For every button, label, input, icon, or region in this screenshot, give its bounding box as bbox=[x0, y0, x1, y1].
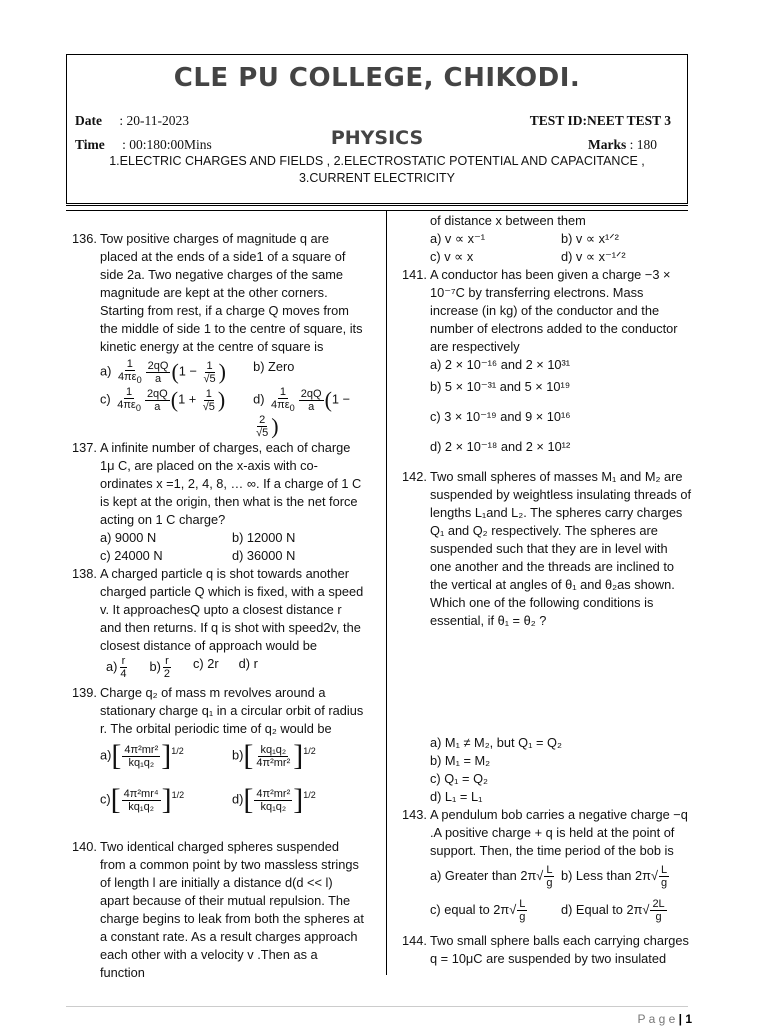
time-label: Time bbox=[75, 137, 105, 152]
chapters-line-2: 3.CURRENT ELECTRICITY bbox=[298, 171, 456, 185]
question-number: 143. bbox=[402, 807, 427, 822]
option-c: c)[ $\frac{\text{4π²mr⁴}}{\text{kq₁q₂}}$ ]$^{1/2}$ bbox=[100, 783, 185, 817]
question-number: 139. bbox=[72, 685, 97, 701]
option-a: a) 9000 N bbox=[100, 530, 157, 546]
question-text: Two identical charged spheres suspended from a common point by two massless strings of length l are initially a distance d(d << l) apart because of their mutual repulsion. The charge begins to leak from both the spheres at a constant rate. As a result charges approach each other with a velocity v .Then as a function bbox=[100, 839, 364, 981]
option-a: a) $\frac{r}{4}$ bbox=[106, 655, 127, 681]
marks-value: : 180 bbox=[629, 137, 657, 152]
options bbox=[100, 655, 364, 680]
question-text: A pendulum bob carries a negative charge −q .A positive charge + q is held at the point of support. Then, the time period of the bob is bbox=[430, 807, 688, 858]
option-d: d) v ∝ x⁻¹ᐟ² bbox=[561, 249, 626, 264]
option-d: d) 2 × 10⁻¹⁸ and 2 × 10¹² bbox=[430, 439, 571, 454]
option-a: a) Greater than 2π√ $\frac{L}{g}$ bbox=[430, 864, 553, 889]
right-column bbox=[402, 212, 692, 968]
option-b: b) Zero bbox=[253, 359, 295, 374]
column-divider bbox=[386, 210, 387, 975]
question-text: A conductor has been given a charge −3 × 10⁻⁷C by transferring electrons. Mass increase (in kg) of the conductor and the number of electrons added to the conductor are respectively bbox=[430, 267, 678, 354]
option-b: b) 5 × 10⁻³¹ and 5 × 10¹⁹ bbox=[430, 379, 571, 394]
question-text: Two small sphere balls each carrying charges q = 10μC are suspended by two insulated bbox=[430, 933, 689, 966]
option-d: d) 36000 N bbox=[232, 548, 296, 564]
option-d: d) $\frac{1}{4\pi\varepsilon_0}$ $\frac{2qQ}{a}$ (1 − $\frac{2}{√5}$ ) bbox=[253, 386, 351, 440]
option-c: c) v ∝ x bbox=[430, 249, 474, 264]
header-double-rule bbox=[66, 205, 688, 211]
options bbox=[100, 739, 364, 830]
option-a: a) v ∝ x⁻¹ bbox=[430, 231, 485, 246]
question-140 bbox=[72, 838, 364, 982]
option-a: a)[ $\frac{\text{4π²mr²}}{\text{kq₁q₂}}$ ]$^{1/2}$ bbox=[100, 739, 184, 773]
question-number: 140. bbox=[72, 839, 97, 855]
option-d: d) L₁ = L₁ bbox=[430, 789, 483, 804]
page-label: P a g e bbox=[637, 1012, 676, 1026]
footer-rule bbox=[66, 1006, 688, 1007]
option-a: a) M₁ ≠ M₂, but Q₁ = Q₂ bbox=[430, 735, 562, 750]
left-column bbox=[72, 230, 364, 982]
question-142 bbox=[402, 468, 692, 806]
question-number: 144. bbox=[402, 933, 427, 948]
question-139 bbox=[72, 684, 364, 830]
option-d: d) r bbox=[238, 656, 258, 672]
option-b: b)[ $\frac{\text{kq₁q₂}}{\text{4π²mr²}}$ ]$^{1/2}$ bbox=[232, 739, 316, 773]
question-141 bbox=[402, 266, 692, 456]
options bbox=[430, 864, 692, 932]
page-number: | 1 bbox=[678, 1012, 692, 1026]
question-number: 136. bbox=[72, 231, 97, 246]
date-label: Date bbox=[75, 113, 102, 128]
option-c: c) 24000 N bbox=[100, 548, 163, 564]
chapters bbox=[67, 153, 687, 187]
question-text: Tow positive charges of magnitude q are placed at the ends of a side1 of a square of side 2a. Two negative charges of the same magnitude are kept at the other corners. Starting from rest, if a charge Q moves from the middle of side 1 to the centre of square, its kinetic energy at the centre of square is bbox=[100, 231, 363, 354]
option-b: b) Less than 2π√ $\frac{L}{g}$ bbox=[561, 864, 668, 889]
options bbox=[100, 358, 364, 439]
question-138 bbox=[72, 565, 364, 680]
option-c: c) $\frac{1}{4\pi\varepsilon_0}$ $\frac{2qQ}{a}$ (1 + $\frac{1}{√5}$ ) bbox=[100, 386, 226, 414]
option-c: c) 2r bbox=[193, 656, 219, 672]
question-number: 141. bbox=[402, 267, 427, 282]
question-number: 142. bbox=[402, 469, 427, 484]
question-140-options bbox=[402, 230, 692, 266]
option-b: b) 12000 N bbox=[232, 530, 296, 546]
option-a: a) 2 × 10⁻¹⁶ and 2 × 10³¹ bbox=[430, 357, 571, 372]
option-b: b) $\frac{r}{2}$ bbox=[149, 655, 171, 681]
marks-label: Marks bbox=[587, 137, 627, 152]
question-text: A charged particle q is shot towards another charged particle Q which is fixed, with a speed v. It approachesQ upto a closest distance r and then returns. If q is shot with speed2v, the closest distance of approach would be bbox=[100, 566, 364, 654]
question-137 bbox=[72, 439, 364, 565]
time-value: : 00:180:00Mins bbox=[122, 137, 212, 152]
marks-field bbox=[588, 137, 657, 153]
question-143 bbox=[402, 806, 692, 932]
test-id: TEST ID:NEET TEST 3 bbox=[529, 113, 671, 128]
option-a: a) $\frac{1}{4\pi\varepsilon_0}$ $\frac{2qQ}{a}$ (1 − $\frac{1}{√5}$ ) bbox=[100, 358, 226, 386]
question-136 bbox=[72, 230, 364, 439]
option-c: c) Q₁ = Q₂ bbox=[430, 771, 488, 786]
date-value: : 20-11-2023 bbox=[119, 113, 189, 128]
option-d: d) Equal to 2π√ $\frac{2L}{g}$ bbox=[561, 898, 665, 923]
subject-title: PHYSICS bbox=[330, 127, 424, 149]
question-text: Charge q₂ of mass m revolves around a stationary charge q₁ in a circular orbit of radius r. The orbital periodic time of q₂ would be bbox=[100, 685, 364, 737]
header-box bbox=[66, 54, 688, 204]
question-text: Two small spheres of masses M₁ and M₂ are suspended by weightless insulating threads of lengths L₁and L₂. The spheres carry charges Q₁ and Q₂ respectively. The spheres are suspended such that they are in level with one another and the threads are inclined to the vertical at angles of θ₁ and θ₂as shown. Which one of the following conditions is essential, if θ₁ = θ₂ ? bbox=[430, 469, 692, 628]
question-number: 138. bbox=[72, 566, 97, 582]
question-140-continued: of distance x between them bbox=[430, 213, 586, 228]
option-c: c) equal to 2π√ $\frac{L}{g}$ bbox=[430, 898, 526, 923]
option-d: d)[ $\frac{\text{4π²mr²}}{\text{kq₁q₂}}$ ]$^{1/2}$ bbox=[232, 783, 316, 817]
option-c: c) 3 × 10⁻¹⁹ and 9 × 10¹⁶ bbox=[430, 409, 571, 424]
college-name: CLE PU COLLEGE, CHIKODI. bbox=[173, 63, 581, 93]
chapters-line-1: 1.ELECTRIC CHARGES AND FIELDS , 2.ELECTROSTATIC POTENTIAL AND CAPACITANCE , bbox=[109, 154, 645, 168]
option-b: b) M₁ = M₂ bbox=[430, 753, 491, 768]
question-144 bbox=[402, 932, 692, 968]
options bbox=[100, 529, 364, 565]
option-b: b) v ∝ x¹ᐟ² bbox=[561, 231, 619, 246]
figure-space bbox=[430, 630, 692, 734]
question-number: 137. bbox=[72, 440, 97, 456]
question-text: A infinite number of charges, each of charge 1μ C, are placed on the x-axis with co-ordinates x =1, 2, 4, 8, … ∞. If a charge of 1 C is kept at the origin, then what is the net force acting on 1 C charge? bbox=[100, 440, 362, 528]
